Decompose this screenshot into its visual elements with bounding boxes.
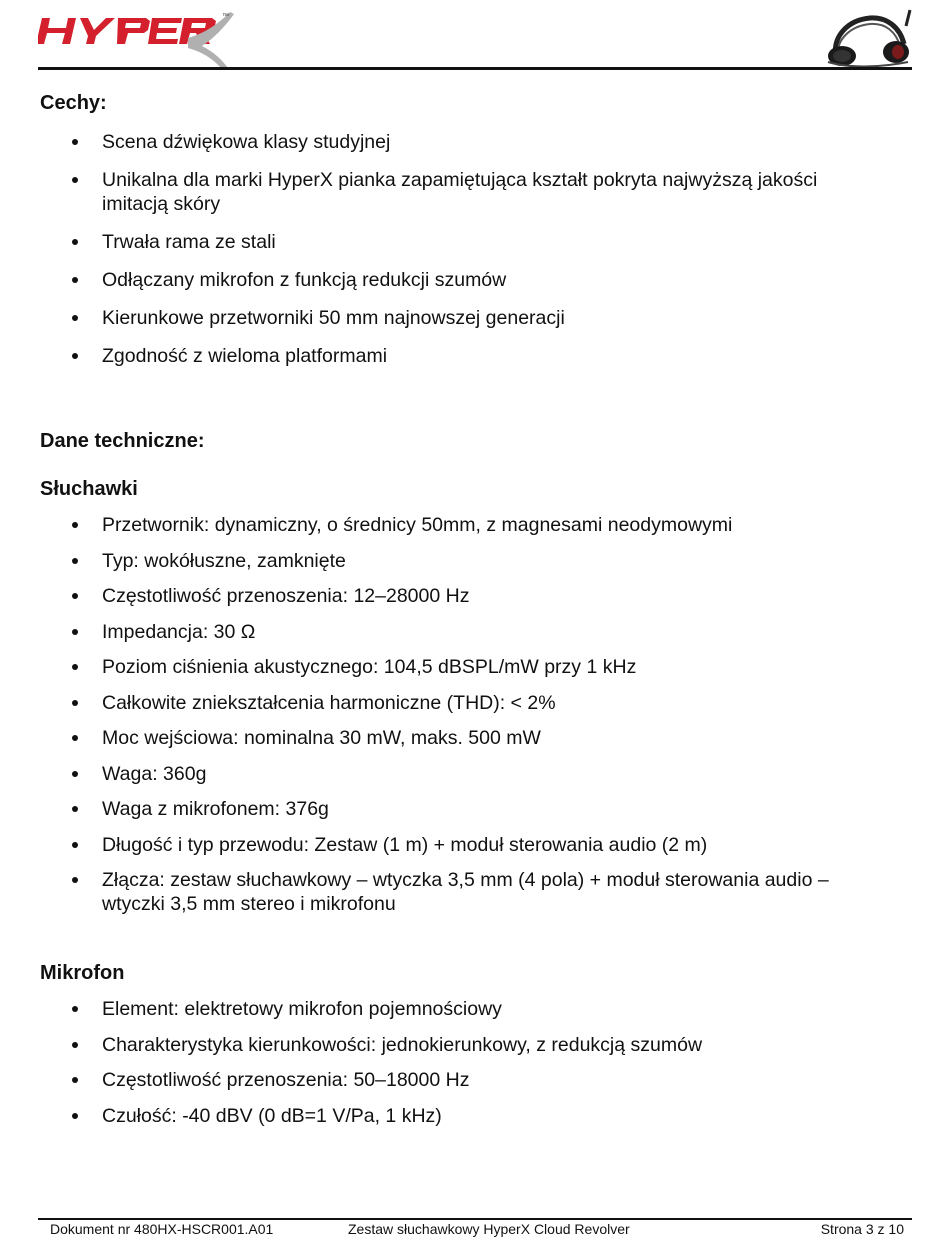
list-item: Impedancja: 30 Ω: [0, 620, 880, 644]
footer-doc-number: Dokument nr 480HX-HSCR001.A01: [50, 1221, 274, 1237]
list-item: Częstotliwość przenoszenia: 50–18000 Hz: [0, 1068, 880, 1092]
headphones-heading: Słuchawki: [40, 478, 138, 500]
footer-title: Zestaw słuchawkowy HyperX Cloud Revolver: [348, 1221, 630, 1237]
list-item: Zgodność z wieloma platformami: [0, 344, 880, 368]
headset-image: [818, 6, 914, 70]
features-heading: Cechy:: [40, 92, 107, 114]
list-item: Charakterystyka kierunkowości: jednokierunkowy, z redukcją szumów: [0, 1033, 880, 1057]
page-header: [0, 0, 950, 72]
features-list: [0, 130, 880, 382]
list-item: Odłączany mikrofon z funkcją redukcji szumów: [0, 268, 880, 292]
specs-heading: Dane techniczne:: [40, 430, 205, 452]
microphone-spec-list: [0, 997, 880, 1139]
headphones-spec-list: [0, 513, 880, 928]
list-item: Moc wejściowa: nominalna 30 mW, maks. 500 mW: [0, 726, 880, 750]
list-item: Trwała rama ze stali: [0, 230, 880, 254]
list-item: Poziom ciśnienia akustycznego: 104,5 dBSPL/mW przy 1 kHz: [0, 655, 880, 679]
list-item: Element: elektretowy mikrofon pojemnościowy: [0, 997, 880, 1021]
svg-text:™: ™: [222, 13, 229, 20]
list-item: Waga z mikrofonem: 376g: [0, 797, 880, 821]
footer-divider: [38, 1218, 912, 1220]
list-item: Przetwornik: dynamiczny, o średnicy 50mm, z magnesami neodymowymi: [0, 513, 880, 537]
list-item: Kierunkowe przetworniki 50 mm najnowszej generacji: [0, 306, 880, 330]
list-item: Scena dźwiękowa klasy studyjnej: [0, 130, 880, 154]
list-item: Częstotliwość przenoszenia: 12–28000 Hz: [0, 584, 880, 608]
footer-page-number: Strona 3 z 10: [820, 1221, 904, 1237]
list-item: Czułość: -40 dBV (0 dB=1 V/Pa, 1 kHz): [0, 1104, 880, 1128]
list-item: Całkowite zniekształcenia harmoniczne (THD): < 2%: [0, 691, 880, 715]
list-item: Waga: 360g: [0, 762, 880, 786]
header-divider: [38, 67, 912, 70]
hyperx-logo: [38, 8, 238, 70]
list-item: Unikalna dla marki HyperX pianka zapamiętująca kształt pokryta najwyższą jakości imitacją skóry: [0, 168, 880, 216]
list-item: Typ: wokółuszne, zamknięte: [0, 549, 880, 573]
microphone-heading: Mikrofon: [40, 962, 125, 984]
list-item: Długość i typ przewodu: Zestaw (1 m) + moduł sterowania audio (2 m): [0, 833, 880, 857]
list-item: Złącza: zestaw słuchawkowy – wtyczka 3,5 mm (4 pola) + moduł sterowania audio – wtyczki 3,5 mm stereo i mikrofonu: [0, 868, 880, 916]
